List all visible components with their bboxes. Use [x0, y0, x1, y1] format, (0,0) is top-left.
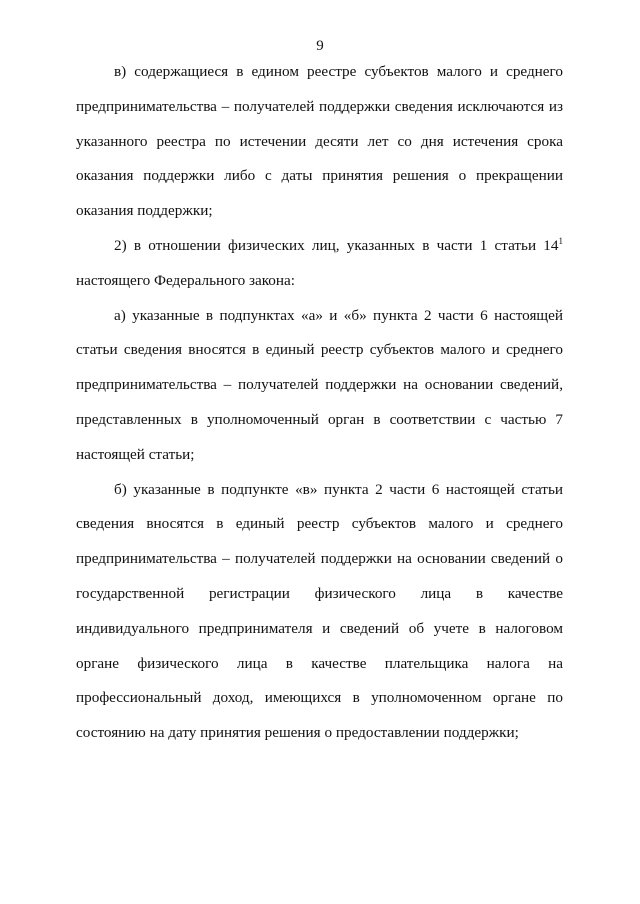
- paragraph-line: настоящего Федерального закона:: [76, 271, 295, 289]
- paragraph-item-b: [76, 473, 563, 751]
- paragraph-line: настоящей статьи;: [76, 445, 195, 463]
- paragraph-line: б) указанные в подпункте «в» пункта 2 части 6 настоящей статьи: [114, 480, 563, 498]
- paragraph-line: сведения вносятся в единый реестр субъектов малого и среднего: [76, 515, 563, 533]
- paragraph-line: предпринимательства – получателей поддержки на основании сведений: [76, 550, 551, 568]
- article-superscript: 1: [558, 235, 563, 246]
- paragraph-line: на профессиональный доход, имеющихся в уполномоченном органе: [76, 654, 563, 707]
- paragraph-line: из указанного реестра по истечении десяти лет со дня истечения срока: [76, 97, 563, 150]
- paragraph-line: оказания поддержки либо с даты принятия решения о прекращении: [76, 167, 563, 185]
- paragraph-line: о государственной регистрации физического лица в качестве: [76, 550, 563, 602]
- paragraph-line: статьи сведения вносятся в единый реестр субъектов малого и среднего: [76, 341, 563, 359]
- paragraph-line: индивидуального предпринимателя и сведений об учете в налоговом: [76, 619, 563, 637]
- paragraph-line: предпринимательства – получателей поддержки сведения исключаются: [76, 97, 545, 115]
- paragraph-line: оказания поддержки;: [76, 202, 213, 220]
- paragraph-line: предпринимательства – получателей поддержки на основании сведений,: [76, 376, 563, 394]
- paragraph-item-2: [76, 229, 563, 299]
- paragraph-item-a: [76, 299, 563, 473]
- paragraph-line: по состоянию на дату принятия решения о предоставлении поддержки;: [76, 689, 563, 742]
- page-number: 9: [316, 38, 324, 54]
- paragraph-item-v: [76, 55, 563, 229]
- paragraph-line: 2) в отношении физических лиц, указанных в части 1 статьи 14: [114, 236, 559, 254]
- paragraph-line: в) содержащиеся в едином реестре субъектов малого и среднего: [114, 63, 563, 80]
- paragraph-line: представленных в уполномоченный орган в соответствии с частью 7: [76, 410, 563, 428]
- document-body: [76, 55, 563, 751]
- paragraph-line: а) указанные в подпунктах «а» и «б» пункта 2 части 6 настоящей: [114, 306, 563, 324]
- paragraph-line: органе физического лица в качестве плательщика налога: [76, 654, 530, 672]
